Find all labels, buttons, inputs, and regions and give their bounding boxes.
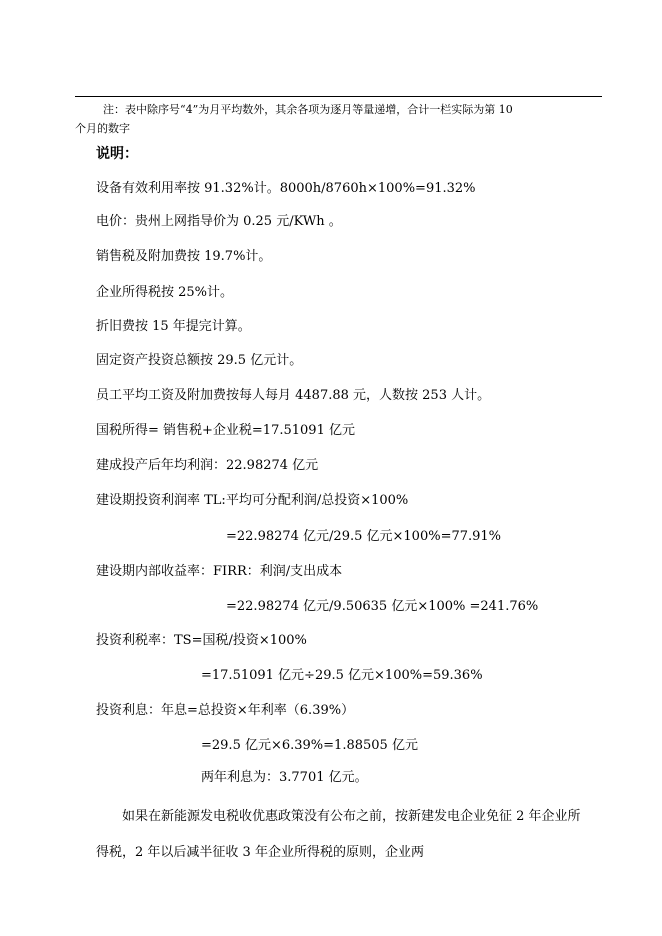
income-tax-line: 企业所得税按 25%计。 xyxy=(96,285,234,300)
table-note xyxy=(75,100,602,138)
price-line: 电价：贵州上网指导价为 0.25 元/KWh 。 xyxy=(96,214,342,229)
firr-label-line: 建设期内部收益率：FIRR：利润/支出成本 xyxy=(96,564,343,579)
interest-value-line: =29.5 亿元×6.39%=1.88505 亿元 xyxy=(201,738,418,753)
utilization-line: 设备有效利用率按 91.32%计。8000h/8760h×100%=91.32% xyxy=(96,181,476,196)
note-line-1: 注：表中除序号“4”为月平均数外，其余各项为逐月等量递增，合计一栏实际为第 10 xyxy=(103,103,513,116)
firr-value-line: =22.98274 亿元/9.50635 亿元×100% =241.76% xyxy=(226,599,539,614)
note-line-2: 个月的数字 xyxy=(75,122,130,135)
fixed-assets-line: 固定资产投资总额按 29.5 亿元计。 xyxy=(96,353,303,368)
depreciation-line: 折旧费按 15 年提完计算。 xyxy=(96,319,251,334)
wages-line: 员工平均工资及附加费按每人每月 4487.88 元，人数按 253 人计。 xyxy=(96,388,491,403)
sales-tax-line: 销售税及附加费按 19.7%计。 xyxy=(96,249,272,264)
national-tax-line: 国税所得= 销售税+企业税=17.51091 亿元 xyxy=(96,423,355,438)
interest-label-line: 投资利息：年息=总投资×年利率（6.39%） xyxy=(96,703,355,718)
annual-profit-line: 建成投产后年均利润：22.98274 亿元 xyxy=(96,458,319,473)
interest-two-years-line: 两年利息为：3.7701 亿元。 xyxy=(201,770,368,785)
roi-value-line: =22.98274 亿元/29.5 亿元×100%=77.91% xyxy=(226,529,502,544)
closing-paragraph: 如果在新能源发电税收优惠政策没有公布之前，按新建发电企业免征 2 年企业所得税，2 年以后减半征收 3 年企业所得税的原则，企业两 xyxy=(96,809,581,860)
ts-label-line: 投资利税率：TS=国税/投资×100% xyxy=(96,633,307,648)
section-heading: 说明： xyxy=(96,146,138,162)
ts-value-line: =17.51091 亿元÷29.5 亿元×100%=59.36% xyxy=(201,668,483,683)
top-rule xyxy=(75,96,602,97)
roi-label-line: 建设期投资利润率 TL:平均可分配利润/总投资×100% xyxy=(96,493,409,508)
